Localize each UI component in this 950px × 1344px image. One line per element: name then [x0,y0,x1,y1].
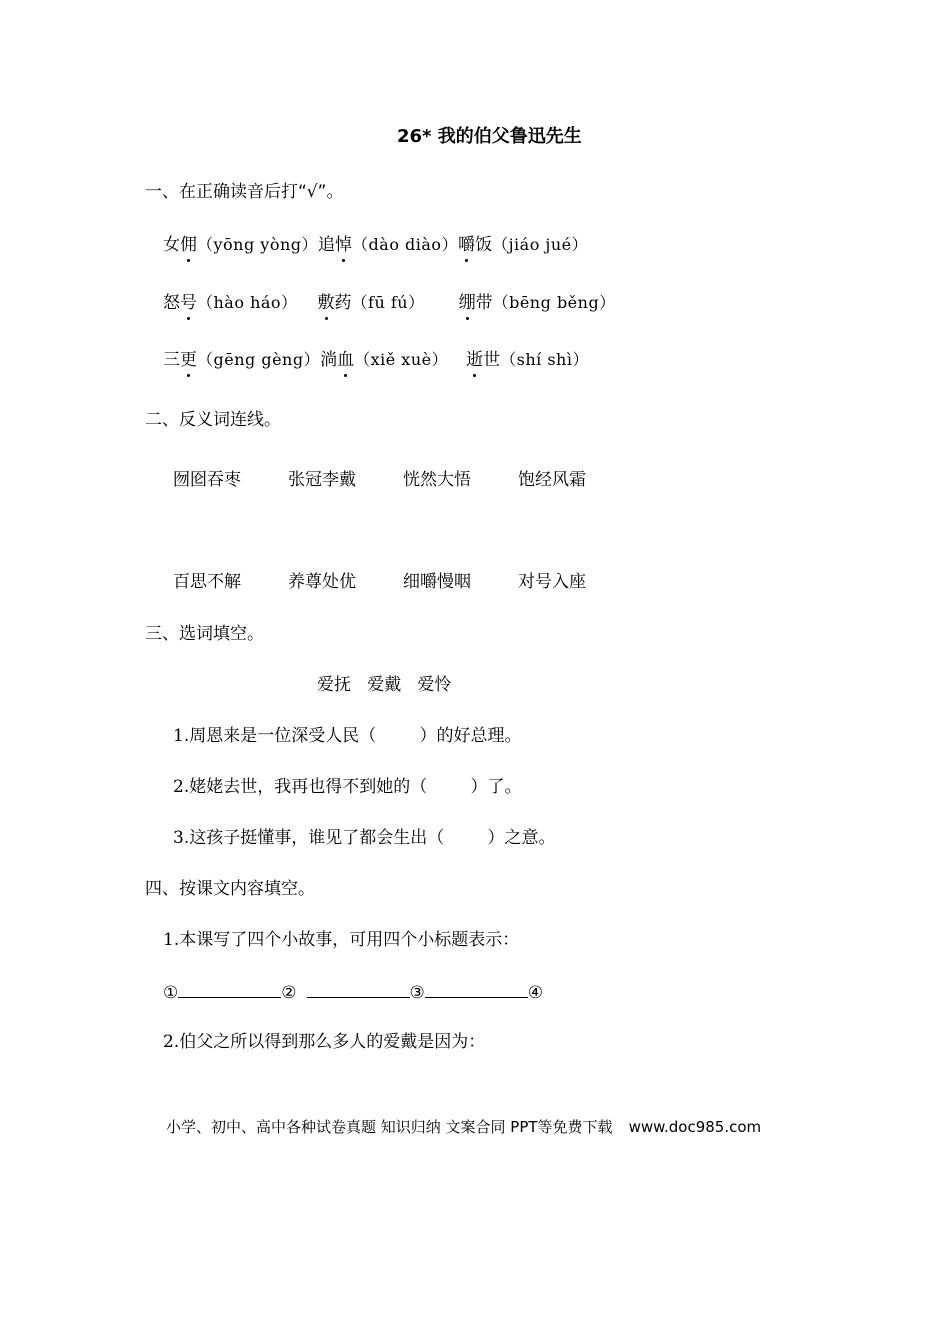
section-3-heading: 三、选词填空。 [145,624,264,644]
pinyin-item: 绷带（bēng běng） [458,293,616,313]
fill-item-1: 1.周恩来是一位深受人民（ ）的好总理。 [173,726,522,746]
pinyin-item: 怒号（hào háo） [163,293,298,313]
pinyin-row-2 [163,295,616,312]
idiom-bottom-1: 百思不解 [173,572,241,592]
circled-mark: ④ [527,983,543,1003]
pinyin-item: 逝世（shí shì） [466,350,589,370]
idiom-top-4: 饱经风霜 [518,470,586,490]
idiom-bottom-4: 对号入座 [518,572,586,592]
pinyin-item: 三更（gēng gèng） [163,350,321,370]
footer-text: 小学、初中、高中各种试卷真题 知识归纳 文案合同 PPT等免费下载 [166,1118,613,1136]
pinyin-item: 敷药（fū fú） [317,293,425,313]
fill-item-3: 3.这孩子挺懂事，谁见了都会生出（ ）之意。 [173,828,556,848]
pinyin-item: 追悼（dào diào） [318,235,459,255]
word-bank: 爱抚 爱戴 爱怜 [317,675,452,695]
pinyin-row-1 [163,237,588,254]
answer-blank[interactable] [425,983,528,998]
page-title: 26* 我的伯父鲁迅先生 [397,126,582,147]
circled-mark: ② [281,983,297,1003]
footer [166,1120,761,1135]
question-2: 2.伯父之所以得到那么多人的爱戴是因为： [163,1032,486,1052]
footer-site-link[interactable]: www.doc985.com [628,1118,762,1136]
question-1: 1.本课写了四个小故事，可用四个小标题表示： [163,930,520,950]
pinyin-item: 女佣（yōng yòng） [163,235,319,255]
section-1-heading: 一、在正确读音后打“√”。 [145,182,344,202]
answer-blank[interactable] [307,983,410,998]
idiom-bottom-2: 养尊处优 [288,572,356,592]
circled-mark: ① [163,983,179,1003]
title-blanks [163,983,543,1002]
answer-blank[interactable] [178,983,281,998]
idiom-top-2: 张冠李戴 [288,470,356,490]
pinyin-item: 淌血（xiě xuè） [320,350,449,370]
section-4-heading: 四、按课文内容填空。 [145,879,315,899]
section-2-heading: 二、反义词连线。 [145,410,281,430]
idiom-top-1: 囫囵吞枣 [173,470,241,490]
pinyin-row-3 [163,352,589,369]
idiom-top-3: 恍然大悟 [403,470,471,490]
pinyin-item: 嚼饭（jiáo jué） [458,235,589,255]
fill-item-2: 2.姥姥去世，我再也得不到她的（ ）了。 [173,777,522,797]
circled-mark: ③ [409,983,425,1003]
idiom-bottom-3: 细嚼慢咽 [403,572,471,592]
